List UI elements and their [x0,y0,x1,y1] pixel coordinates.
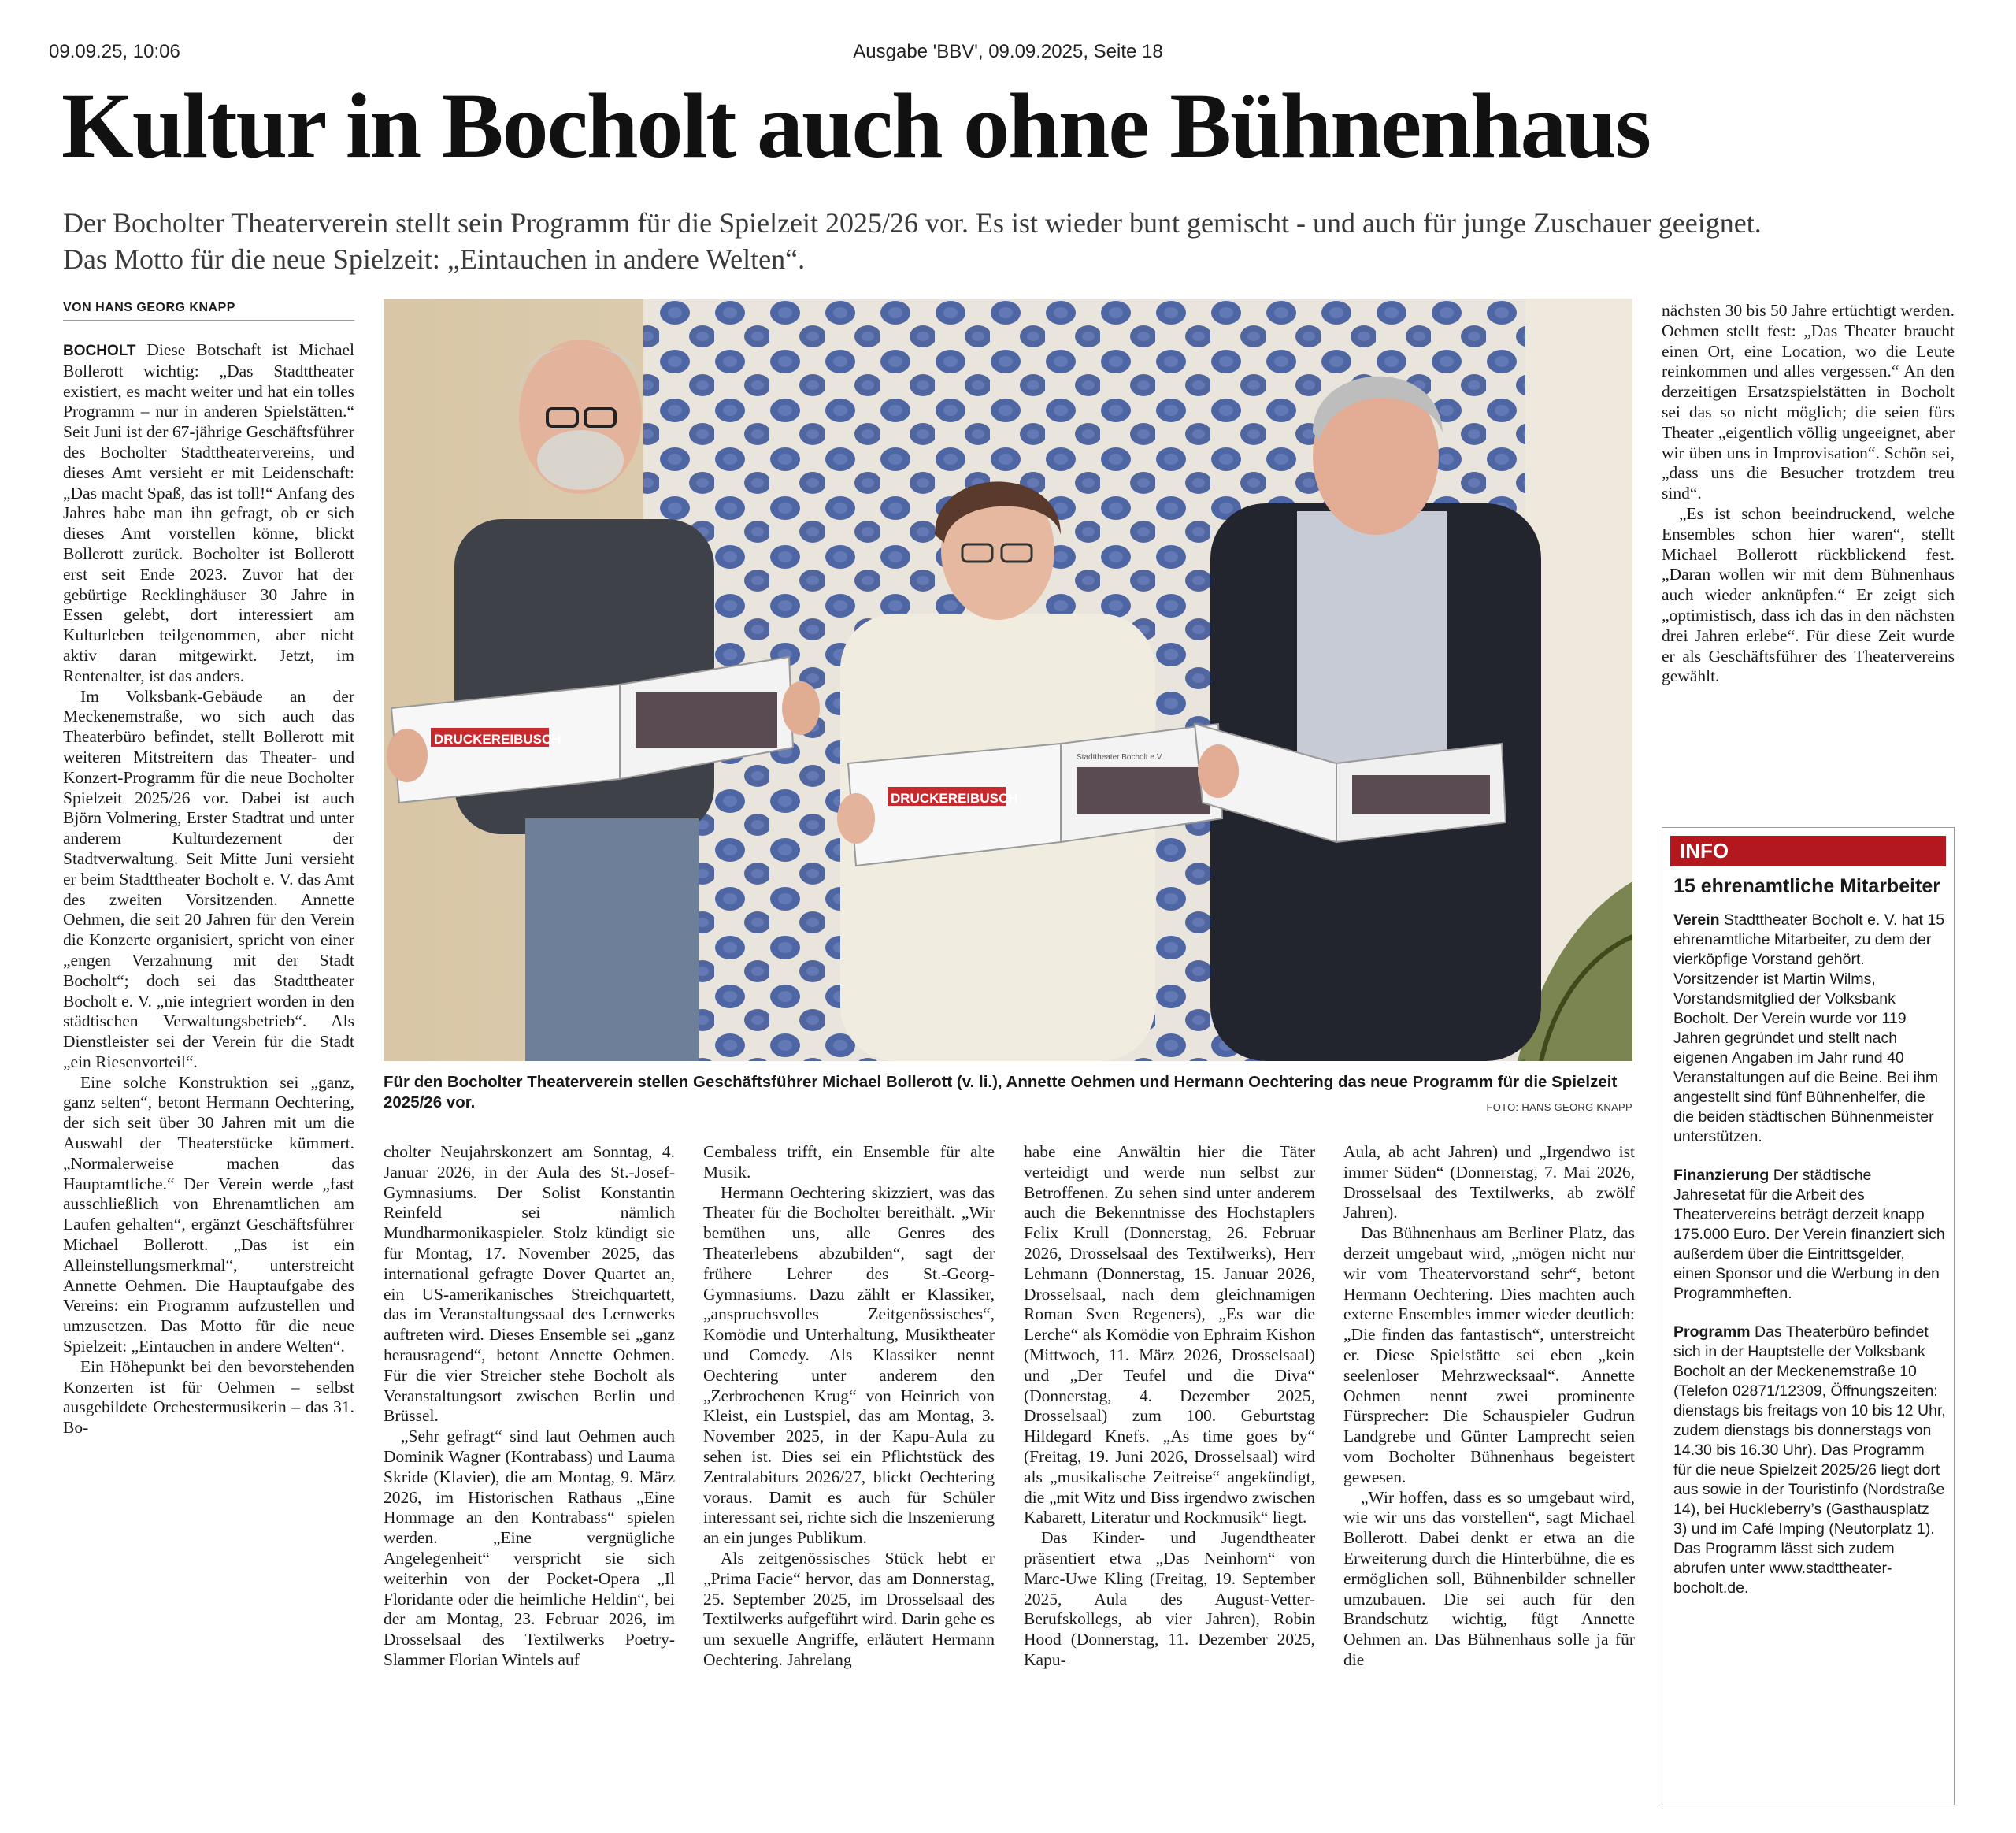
paragraph: „Es ist schon beeindruckend, welche Ensembles schon hier waren“, stellt Michael Bollerott rückblickend fest. „Daran wollen wir mit dem Bühnenhaus auch wieder anknüpfen.“ Er zeigt sich „optimistisch, dass ich das in den nächsten drei Jahren erlebe“. Für diese Zeit wurde er als Geschäftsführer des Theatervereins gewählt. [1662,503,1955,686]
paragraph [63,340,354,687]
byline: VON HANS GEORG KNAPP [63,301,354,321]
paragraph: „Wir hoffen, dass es so umgebaut wird, wie wir uns das vorstellen“, sagt Michael Bollerott. Dabei denkt er etwa an die Erweiterung durch die Hinterbühne, die es ermöglichen soll, Bühnenbilder schneller umzubauen. Die sei auch für den Brandschutz wichtig, fügt Annette Oehmen an. Das Bühnenhaus solle ja für die [1343,1487,1635,1669]
article-column-6 [1662,301,1955,813]
lead-line-1: Der Bocholter Theaterverein stellt sein Programm für die Spielzeit 2025/26 vor. Es ist wieder bunt gemischt - und auch für junge Zuschauer geeignet. [63,207,1762,239]
info-item-programm [1673,1323,1946,1598]
info-text: Stadttheater Bocholt e. V. hat 15 ehrenamtliche Mitarbeiter, zu dem der vierköpfige Vorstand gehört. Vorsitzender ist Martin Wilms, Vorstandsmitglied der Volksbank Bocholt. Der Verein wurde vor 119 Jahren gegründet und stellt nach eigenen Angaben im Jahr rund 40 Veranstaltungen auf die Beine. Bei ihm angestellt sind fünf Bühnenhelfer, die die beiden städtischen Bühnenmeister unterstützen. [1673,911,1945,1145]
paragraph: Cembaless trifft, ein Ensemble für alte Musik. [703,1142,995,1182]
photo-caption: Für den Bocholter Theaterverein stellen Geschäftsführer Michael Bollerott (v. li.), Annette Oehmen und Hermann Oechtering das neue Programm für die Spielzeit 2025/26 vor. [384,1073,1618,1111]
article-photo [384,299,1632,1061]
paragraph: habe eine Anwältin hier die Täter verteidigt und werde nun selbst zur Betroffenen. Zu sehen sind unter anderem auch die Bekenntnisse des Hochstaplers Felix Krull (Donnerstag, 26. Februar 2026, Drosselsaal des Textilwerks), Herr Lehmann (Donnerstag, 15. Januar 2026, Drosselsaal, nach dem gleichnamigen Roman Sven Regeners), „Es war die Lerche“ als Komödie von Ephraim Kishon (Mittwoch, 11. März 2026, Drosselsaal) und „Der Teufel und die Diva“ (Donnerstag, 4. Dezember 2025, Drosselsaal) zum 100. Geburtstag Hildegard Knefs. „As time goes by“ (Freitag, 19. Juni 2026, Drosselsaal) wird als „musikalische Zeitreise“ angekündigt, die „mit Witz und Biss irgendwo zwischen Kabarett, Literatur und Rockmusik“ liegt. [1024,1142,1315,1527]
paragraph: cholter Neujahrskonzert am Sonntag, 4. Januar 2026, in der Aula des St.-Josef-Gymnasiums. Der Solist Konstantin Reinfeld sei nämlich Mundharmonikaspieler. Stolz kündigt sie für Montag, 17. November 2025, das international gefragte Dover Quartet an, ein US-amerikanisches Streichquartett, das im Veranstaltungssaal des Lernwerks auftreten wird. Dieses Ensemble sei „ganz herausragend“, betont Annette Oehmen. Für die vier Streicher stehe Bocholt als Veranstaltungsort zwischen Berlin und Brüssel. [384,1142,675,1426]
info-term: Programm [1673,1323,1751,1341]
paragraph: Hermann Oechtering skizziert, was das Theater für die Bocholter bereithält. „Wir bemühen uns, alle Genres des Theaterlebens abzubilden“, sagt der frühere Lehrer des St.-Georg-Gymnasiums. Dazu zählt er Klassiker, „anspruchsvolles Zeitgenössisches“, Komödie und Unterhaltung, Musiktheater und Comedy. Als Klassiker nennt Oechtering unter anderem den „Zerbrochenen Krug“ von Heinrich von Kleist, ein Lustspiel, das am Montag, 3. November 2025, in der Kapu-Aula zu sehen ist. Dies sei ein Pflichtstück des Zentralabiturs 2026/27, blickt Oechtering voraus. Damit es auch für Schüler interessant sei, richte sich die Inszenierung an ein junges Publikum. [703,1182,995,1548]
paragraph: „Sehr gefragt“ sind laut Oehmen auch Dominik Wagner (Kontrabass) und Lauma Skride (Klavier), die am Montag, 9. März 2026, im Historischen Rathaus „Eine Hommage an den Kontrabass“ spielen werden. „Eine vergnügliche Angelegenheit“ verspricht sie sich weiterhin von der Pocket-Opera „Il Floridante oder die heimliche Heldin“, bei der am Montag, 23. Februar 2026, im Drosselsaal des Textilwerks Poetry-Slammer Florian Wintels auf [384,1427,675,1669]
print-timestamp: 09.09.25, 10:06 [49,41,180,62]
lead-line-2: Das Motto für die neue Spielzeit: „Eintauchen in andere Welten“. [63,243,806,275]
edition-info: Ausgabe 'BBV', 09.09.2025, Seite 18 [853,41,1163,62]
info-term: Finanzierung [1673,1167,1770,1184]
info-label: INFO [1670,836,1946,866]
paragraph: Ein Höhepunkt bei den bevorstehenden Konzerten ist für Oehmen – selbst ausgebildete Orchestermusikerin – das 31. Bo- [63,1356,354,1438]
brochure-header-text: Stadttheater Bocholt e.V. [1077,753,1164,762]
article-column-5 [1343,1142,1635,1812]
paragraph: Das Bühnenhaus am Berliner Platz, das derzeit umgebaut wird, „mögen nicht nur wir vom Theatervorstand sehr“, betont Hermann Oechtering. Dies machten auch externe Ensembles immer wieder deutlich: „Die finden das fantastisch“, unterstreicht er. Diese Spielstätte sei eben „kein seelenloser Mehrzwecksaal“. Annette Oehmen nennt zwei prominente Fürsprecher: Die Schauspieler Gudrun Landgrebe und Günter Lamprecht seien vom Bocholter Bühnenhaus begeistert gewesen. [1343,1223,1635,1486]
dateline: BOCHOLT [63,343,136,359]
article-column-1 [63,340,354,1807]
info-item-finanzierung [1673,1166,1946,1304]
paragraph: Das Kinder- und Jugendtheater präsentiert etwa „Das Neinhorn“ von Marc-Uwe Kling (Freitag, 19. September 2025, Aula des August-Vetter-Berufskollegs, ab vier Jahren), Robin Hood (Donnerstag, 11. Dezember 2025, Kapu- [1024,1528,1315,1669]
info-box [1662,827,1955,1805]
info-title: 15 ehrenamtliche Mitarbeiter [1673,875,1941,897]
info-text: Der städtische Jahresetat für die Arbeit des Theatervereins beträgt derzeit knapp 175.000 Euro. Der Verein finanziert sich außerdem über die Eintrittsgelder, einen Sponsor und die Werbung in den Programmheften. [1673,1167,1945,1302]
info-item-verein [1673,911,1946,1147]
paragraph-text: Diese Botschaft ist Michael Bollerott wichtig: „Das Stadttheater existiert, es macht weiter und hat ein tolles Programm – nur in anderen Spielstätten.“ Seit Juni ist der 67-jährige Geschäftsführer des Bocholter Stadttheatervereins, und dieses Amt versieht er mit Leidenschaft: „Das macht Spaß, das ist toll!“ Anfang des Jahres habe man ihn gefragt, ob er sich dieses Amt vorstellen könne, blickt Bollerott zurück. Bocholter ist Bollerott erst seit Ende 2023. Zuvor hat der gebürtige Recklinghäuser 30 Jahre in Essen gelebt, dort interessiert am Kulturleben teilgenommen, aber nicht aktiv daran mitgewirkt. Jetzt, im Rentenalter, ist das anders. [63,340,354,685]
article-column-3 [703,1142,995,1812]
photo-credit: FOTO: HANS GEORG KNAPP [1486,1101,1632,1113]
article-column-2 [384,1142,675,1812]
headline: Kultur in Bocholt auch ohne Bühnenhaus [61,74,1651,177]
paragraph: Eine solche Konstruktion sei „ganz, ganz selten“, betont Hermann Oechtering, der sich seit über 30 Jahren mit um die Auswahl der Theaterstücke kümmert. „Normalerweise machen das Hauptamtliche.“ Der Verein werde „fast ausschließlich von Ehrenamtlichen am Laufen gehalten“, ergänzt Geschäftsführer Michael Bollerott. „Das ist ein Alleinstellungsmerkmal“, unterstreicht Annette Oehmen. Die Hauptaufgabe des Vereins: ein Programm aufzustellen und umzusetzen. Das Motto für die neue Spielzeit: „Eintauchen in andere Welten“. [63,1072,354,1356]
info-term: Verein [1673,911,1720,929]
brochure-brand: DRUCKEREIBUSCH [434,732,561,747]
brochure-brand-2: DRUCKEREIBUSCH [891,791,1018,806]
paragraph: Als zeitgenössisches Stück hebt er „Prima Facie“ hervor, das am Donnerstag, 25. September 2025, im Drosselsaal des Textilwerks aufgeführt wird. Darin gehe es um sexuelle Angriffe, erläutert Hermann Oechtering. Jahrelang [703,1548,995,1669]
paragraph: Im Volksbank-Gebäude an der Meckenemstraße, wo sich auch das Theaterbüro befindet, stellt Bollerott mit weiteren Mitstreitern das Theater- und Konzert-Programm für die neue Bocholter Spielzeit 2025/26 vor. Dabei ist auch Björn Volmering, Erster Stadtrat und unter anderem Kulturdezernent der Stadtverwaltung. Seit Mitte Juni versieht er beim Stadttheater Bocholt e. V. das Amt des zweiten Vorsitzenden. Annette Oehmen, die seit 20 Jahren für den Verein die Konzerte organisiert, spricht von einer „engen Verzahnung mit der Stadt Bocholt“; doch sei das Stadttheater Bocholt e. V. „nie integriert worden in den städtischen Verwaltungsbetrieb“. Als Dienstleister sei der Verein für die Stadt „ein Riesenvorteil“. [63,686,354,1071]
paragraph: nächsten 30 bis 50 Jahre ertüchtigt werden. Oehmen stellt fest: „Das Theater braucht einen Ort, eine Location, wo die Leute reinkommen und alles vergessen.“ An den derzeitigen Ersatzspielstätten in Bocholt sei das so nicht möglich; die seien fürs Theater „eigentlich völlig ungeeignet, aber wir üben uns in Improvisation“. Schön sei, „dass uns die Besucher trotzdem treu sind“. [1662,301,1955,503]
article-column-4 [1024,1142,1315,1812]
paragraph: Aula, ab acht Jahren) und „Irgendwo ist immer Süden“ (Donnerstag, 7. Mai 2026, Drosselsaal des Textilwerks, ab zwölf Jahren). [1343,1142,1635,1223]
info-text: Das Theaterbüro befindet sich in der Hauptstelle der Volksbank Bocholt an der Meckenemstraße 10 (Telefon 02871/12309, Öffnungszeiten: dienstags bis freitags von 10 bis 12 Uhr, zudem dienstags bis donnerstags von 14.30 bis 16.30 Uhr). Das Programm für die neue Spielzeit 2025/26 liegt dort aus sowie in der Touristinfo (Nordstraße 14), bei Huckleberry’s (Gasthausplatz 3) und im Café Imping (Neutorplatz 1). Das Programm lässt sich zudem abrufen unter www.stadttheater-bocholt.de. [1673,1323,1946,1597]
